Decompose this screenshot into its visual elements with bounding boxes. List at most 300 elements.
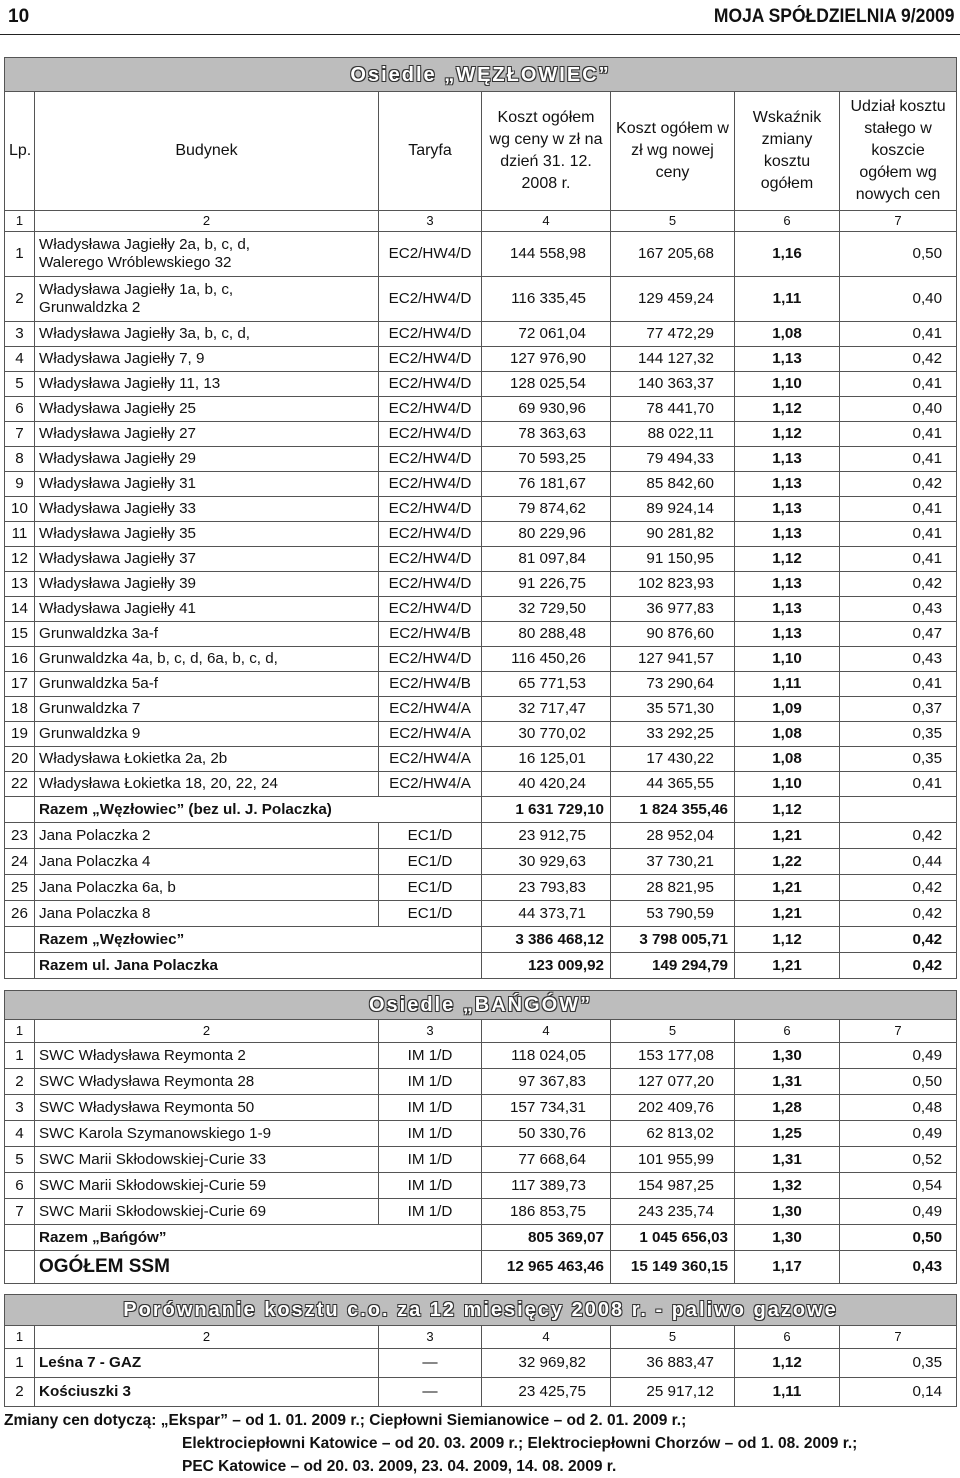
summary-cost-new: 1 824 355,46	[611, 797, 735, 823]
cost-old-cell: 32 969,82	[482, 1349, 611, 1378]
cost-old-cell: 78 363,63	[482, 422, 611, 447]
row-number: 16	[5, 647, 35, 672]
building-line-1: Władysława Jagiełły 1a, b, c,	[39, 281, 234, 298]
cost-new-cell: 202 409,76	[611, 1095, 735, 1121]
cost-old-cell: 128 025,54	[482, 372, 611, 397]
table-row	[5, 397, 957, 422]
cost-old-cell: 23 793,83	[482, 875, 611, 901]
cost-old-cell: 44 373,71	[482, 901, 611, 927]
table-row	[5, 347, 957, 372]
column-number: 4	[482, 1326, 611, 1349]
cost-old-cell: 80 288,48	[482, 622, 611, 647]
tariff-cell: EC1/D	[379, 823, 482, 849]
fixed-share-cell: 0,48	[840, 1095, 957, 1121]
fixed-share-cell: 0,40	[840, 397, 957, 422]
change-index-cell: 1,12	[735, 1349, 840, 1378]
cost-new-cell: 102 823,93	[611, 572, 735, 597]
fixed-share-cell: 0,41	[840, 372, 957, 397]
cost-new-cell: 25 917,12	[611, 1378, 735, 1407]
fixed-share-cell: 0,50	[840, 1069, 957, 1095]
building-line-2: Walerego Wróblewskiego 32	[39, 254, 232, 271]
empty-cell	[5, 797, 35, 823]
change-index-header: Wskaźnik zmiany kosztu ogółem	[735, 92, 840, 211]
row-number: 4	[5, 1121, 35, 1147]
building-cell: SWC Władysława Reymonta 28	[35, 1069, 379, 1095]
summary-cost-old: 12 965 463,46	[482, 1251, 611, 1284]
fixed-share-cell: 0,35	[840, 722, 957, 747]
summary-label: Razem „Bańgów”	[35, 1225, 482, 1251]
column-number: 7	[840, 1020, 957, 1043]
cost-new-cell: 154 987,25	[611, 1173, 735, 1199]
building-cell: SWC Marii Skłodowskiej-Curie 33	[35, 1147, 379, 1173]
change-index-cell: 1,08	[735, 722, 840, 747]
building-cell: Władysława Jagiełły 27	[35, 422, 379, 447]
table-row	[5, 422, 957, 447]
tariff-cell: —	[379, 1349, 482, 1378]
table-row	[5, 823, 957, 849]
summary-label: Razem ul. Jana Polaczka	[35, 953, 482, 979]
summary-change-index: 1,17	[735, 1251, 840, 1284]
change-index-cell: 1,10	[735, 647, 840, 672]
change-index-cell: 1,31	[735, 1147, 840, 1173]
row-number: 24	[5, 849, 35, 875]
tariff-cell: EC2/HW4/A	[379, 772, 482, 797]
table-row	[5, 572, 957, 597]
summary-fixed-share: 0,50	[840, 1225, 957, 1251]
bangow-table	[4, 990, 957, 1284]
summary-fixed-share: 0,43	[840, 1251, 957, 1284]
row-number: 1	[5, 1349, 35, 1378]
fixed-share-cell: 0,42	[840, 823, 957, 849]
table-row	[5, 1043, 957, 1069]
change-index-cell: 1,08	[735, 747, 840, 772]
column-number: 5	[611, 211, 735, 232]
cost-old-cell: 117 389,73	[482, 1173, 611, 1199]
cost-old-cell: 80 229,96	[482, 522, 611, 547]
summary-cost-new: 15 149 360,15	[611, 1251, 735, 1284]
column-number: 2	[35, 1326, 379, 1349]
row-number: 22	[5, 772, 35, 797]
cost-new-cell: 85 842,60	[611, 472, 735, 497]
summary-cost-old: 123 009,92	[482, 953, 611, 979]
cost-old-cell: 127 976,90	[482, 347, 611, 372]
tariff-cell: IM 1/D	[379, 1095, 482, 1121]
building-cell	[35, 277, 379, 322]
change-index-cell: 1,13	[735, 472, 840, 497]
table-row	[5, 647, 957, 672]
section-title-wezlowiec-row	[5, 58, 957, 92]
tariff-cell: EC2/HW4/B	[379, 672, 482, 697]
cost-new-cell: 36 977,83	[611, 597, 735, 622]
tariff-cell: IM 1/D	[379, 1173, 482, 1199]
building-cell: Grunwaldzka 4a, b, c, d, 6a, b, c, d,	[35, 647, 379, 672]
price-change-footnote	[4, 1409, 956, 1478]
cost-new-cell: 167 205,68	[611, 232, 735, 277]
cost-old-cell: 30 929,63	[482, 849, 611, 875]
building-cell: SWC Marii Skłodowskiej-Curie 69	[35, 1199, 379, 1225]
building-cell: Grunwaldzka 7	[35, 697, 379, 722]
fixed-share-cell: 0,41	[840, 322, 957, 347]
magazine-title: MOJA SPÓŁDZIELNIA 9/2009	[713, 6, 954, 27]
summary-label: Razem „Węzłowiec” (bez ul. J. Polaczka)	[35, 797, 482, 823]
building-cell: Kościuszki 3	[35, 1378, 379, 1407]
cost-new-cell: 89 924,14	[611, 497, 735, 522]
fixed-share-cell: 0,41	[840, 447, 957, 472]
column-number: 3	[379, 211, 482, 232]
cost-new-cell: 33 292,25	[611, 722, 735, 747]
cost-old-cell: 157 734,31	[482, 1095, 611, 1121]
tariff-cell: EC2/HW4/D	[379, 497, 482, 522]
row-number: 2	[5, 277, 35, 322]
row-number: 25	[5, 875, 35, 901]
table-row	[5, 522, 957, 547]
summary-label: OGÓŁEM SSM	[35, 1251, 482, 1284]
cost-new-cell: 90 876,60	[611, 622, 735, 647]
row-number: 2	[5, 1378, 35, 1407]
summary-change-index: 1,30	[735, 1225, 840, 1251]
wezlowiec-table	[4, 57, 957, 979]
tariff-header: Taryfa	[379, 92, 482, 211]
row-number: 3	[5, 322, 35, 347]
tariff-cell: EC1/D	[379, 849, 482, 875]
row-number: 7	[5, 1199, 35, 1225]
table-row	[5, 849, 957, 875]
tariff-cell: EC2/HW4/D	[379, 447, 482, 472]
tariff-cell: EC2/HW4/D	[379, 647, 482, 672]
fixed-share-cell: 0,42	[840, 901, 957, 927]
summary-change-index: 1,21	[735, 953, 840, 979]
building-cell: SWC Władysława Reymonta 2	[35, 1043, 379, 1069]
summary-row	[5, 927, 957, 953]
fixed-share-cell: 0,42	[840, 875, 957, 901]
fixed-share-cell: 0,42	[840, 472, 957, 497]
building-cell: Grunwaldzka 3a-f	[35, 622, 379, 647]
summary-change-index: 1,12	[735, 927, 840, 953]
cost-old-header: Koszt ogółem wg ceny w zł na dzień 31. 12. 2008 r.	[482, 92, 611, 211]
column-number: 2	[35, 211, 379, 232]
row-number: 26	[5, 901, 35, 927]
empty-cell	[5, 953, 35, 979]
change-index-cell: 1,25	[735, 1121, 840, 1147]
cost-new-cell: 79 494,33	[611, 447, 735, 472]
building-cell: Władysława Jagiełły 41	[35, 597, 379, 622]
section-title-gas-comparison: Porównanie kosztu c.o. za 12 miesięcy 2008 r. - paliwo gazowe	[5, 1295, 957, 1326]
cost-old-cell: 65 771,53	[482, 672, 611, 697]
table-row	[5, 672, 957, 697]
building-line-1: Władysława Jagiełły 2a, b, c, d,	[39, 236, 251, 253]
fixed-share-header: Udział kosztu stałego w koszcie ogółem wg nowych cen	[840, 92, 957, 211]
change-index-cell: 1,16	[735, 232, 840, 277]
cost-old-cell: 30 770,02	[482, 722, 611, 747]
cost-new-cell: 37 730,21	[611, 849, 735, 875]
building-cell: Grunwaldzka 5a-f	[35, 672, 379, 697]
table-row	[5, 472, 957, 497]
table-row	[5, 447, 957, 472]
summary-cost-new: 3 798 005,71	[611, 927, 735, 953]
row-number: 2	[5, 1069, 35, 1095]
header-rule	[0, 34, 960, 35]
tariff-cell: IM 1/D	[379, 1121, 482, 1147]
summary-fixed-share: 0,42	[840, 953, 957, 979]
table-row	[5, 1199, 957, 1225]
change-index-cell: 1,30	[735, 1199, 840, 1225]
building-cell: Władysława Jagiełły 29	[35, 447, 379, 472]
building-cell: Władysława Jagiełły 7, 9	[35, 347, 379, 372]
table-row	[5, 875, 957, 901]
tariff-cell: EC2/HW4/D	[379, 277, 482, 322]
tariff-cell: EC2/HW4/D	[379, 347, 482, 372]
fixed-share-cell: 0,54	[840, 1173, 957, 1199]
row-number: 17	[5, 672, 35, 697]
cost-old-cell: 16 125,01	[482, 747, 611, 772]
column-number: 4	[482, 1020, 611, 1043]
column-number: 5	[611, 1326, 735, 1349]
cost-old-cell: 32 729,50	[482, 597, 611, 622]
building-cell: Jana Polaczka 8	[35, 901, 379, 927]
row-number: 12	[5, 547, 35, 572]
tariff-cell: EC1/D	[379, 901, 482, 927]
change-index-cell: 1,13	[735, 447, 840, 472]
summary-cost-new: 1 045 656,03	[611, 1225, 735, 1251]
change-index-cell: 1,13	[735, 497, 840, 522]
building-cell: Władysława Jagiełły 25	[35, 397, 379, 422]
table-row	[5, 747, 957, 772]
summary-cost-new: 149 294,79	[611, 953, 735, 979]
column-number-row	[5, 1326, 957, 1349]
summary-fixed-share	[840, 797, 957, 823]
summary-cost-old: 3 386 468,12	[482, 927, 611, 953]
row-number: 19	[5, 722, 35, 747]
building-line-2: Grunwaldzka 2	[39, 299, 141, 316]
tariff-cell: EC2/HW4/B	[379, 622, 482, 647]
column-number-row	[5, 1020, 957, 1043]
fixed-share-cell: 0,41	[840, 547, 957, 572]
change-index-cell: 1,13	[735, 597, 840, 622]
change-index-cell: 1,13	[735, 522, 840, 547]
building-cell: Władysława Łokietka 2a, 2b	[35, 747, 379, 772]
tariff-cell: IM 1/D	[379, 1069, 482, 1095]
table-row	[5, 622, 957, 647]
row-number: 4	[5, 347, 35, 372]
change-index-cell: 1,12	[735, 397, 840, 422]
summary-cost-old: 1 631 729,10	[482, 797, 611, 823]
table-row	[5, 232, 957, 277]
fixed-share-cell: 0,49	[840, 1199, 957, 1225]
column-number: 4	[482, 211, 611, 232]
table-row	[5, 1095, 957, 1121]
row-number: 13	[5, 572, 35, 597]
table-row	[5, 547, 957, 572]
tariff-cell: EC2/HW4/D	[379, 572, 482, 597]
cost-new-cell: 101 955,99	[611, 1147, 735, 1173]
cost-new-cell: 44 365,55	[611, 772, 735, 797]
cost-new-cell: 91 150,95	[611, 547, 735, 572]
cost-new-cell: 129 459,24	[611, 277, 735, 322]
fixed-share-cell: 0,41	[840, 772, 957, 797]
fixed-share-cell: 0,50	[840, 232, 957, 277]
tariff-cell: IM 1/D	[379, 1199, 482, 1225]
table-row	[5, 372, 957, 397]
table-row	[5, 1378, 957, 1407]
table-row	[5, 901, 957, 927]
tariff-cell: EC2/HW4/D	[379, 397, 482, 422]
row-number: 15	[5, 622, 35, 647]
row-number: 1	[5, 232, 35, 277]
fixed-share-cell: 0,43	[840, 597, 957, 622]
column-number: 3	[379, 1020, 482, 1043]
cost-new-cell: 36 883,47	[611, 1349, 735, 1378]
footnote-line-3: PEC Katowice – od 20. 03. 2009, 23. 04. 2009, 14. 08. 2009 r.	[182, 1458, 617, 1475]
column-number: 3	[379, 1326, 482, 1349]
fixed-share-cell: 0,40	[840, 277, 957, 322]
cost-new-cell: 127 077,20	[611, 1069, 735, 1095]
building-cell: Jana Polaczka 6a, b	[35, 875, 379, 901]
cost-old-cell: 23 912,75	[482, 823, 611, 849]
tariff-cell: EC2/HW4/D	[379, 232, 482, 277]
tariff-cell: EC2/HW4/A	[379, 697, 482, 722]
cost-new-cell: 73 290,64	[611, 672, 735, 697]
summary-row	[5, 1225, 957, 1251]
row-number: 10	[5, 497, 35, 522]
table-row	[5, 1173, 957, 1199]
cost-new-header: Koszt ogółem w zł wg nowej ceny	[611, 92, 735, 211]
fixed-share-cell: 0,41	[840, 497, 957, 522]
section-title-gas-comparison-row	[5, 1295, 957, 1326]
building-cell: Władysława Jagiełły 35	[35, 522, 379, 547]
change-index-cell: 1,08	[735, 322, 840, 347]
building-cell: Grunwaldzka 9	[35, 722, 379, 747]
section-title-bangow-row	[5, 991, 957, 1020]
cost-old-cell: 72 061,04	[482, 322, 611, 347]
column-number: 7	[840, 211, 957, 232]
cost-new-cell: 78 441,70	[611, 397, 735, 422]
change-index-cell: 1,21	[735, 875, 840, 901]
tariff-cell: EC1/D	[379, 875, 482, 901]
table-row	[5, 497, 957, 522]
cost-new-cell: 140 363,37	[611, 372, 735, 397]
change-index-cell: 1,09	[735, 697, 840, 722]
cost-old-cell: 70 593,25	[482, 447, 611, 472]
cost-old-cell: 77 668,64	[482, 1147, 611, 1173]
summary-row	[5, 797, 957, 823]
row-number: 23	[5, 823, 35, 849]
fixed-share-cell: 0,42	[840, 347, 957, 372]
change-index-cell: 1,31	[735, 1069, 840, 1095]
table-row	[5, 1349, 957, 1378]
cost-old-cell: 23 425,75	[482, 1378, 611, 1407]
cost-old-cell: 69 930,96	[482, 397, 611, 422]
change-index-cell: 1,13	[735, 347, 840, 372]
cost-old-cell: 144 558,98	[482, 232, 611, 277]
change-index-cell: 1,12	[735, 422, 840, 447]
fixed-share-cell: 0,44	[840, 849, 957, 875]
change-index-cell: 1,22	[735, 849, 840, 875]
cost-old-cell: 91 226,75	[482, 572, 611, 597]
cost-new-cell: 127 941,57	[611, 647, 735, 672]
cost-old-cell: 32 717,47	[482, 697, 611, 722]
column-number: 1	[5, 211, 35, 232]
table-row	[5, 722, 957, 747]
fixed-share-cell: 0,37	[840, 697, 957, 722]
fixed-share-cell: 0,41	[840, 422, 957, 447]
cost-new-cell: 62 813,02	[611, 1121, 735, 1147]
row-number: 14	[5, 597, 35, 622]
building-cell: SWC Karola Szymanowskiego 1-9	[35, 1121, 379, 1147]
table-row	[5, 1069, 957, 1095]
building-cell: Władysława Jagiełły 33	[35, 497, 379, 522]
tariff-cell: EC2/HW4/D	[379, 322, 482, 347]
building-cell: SWC Marii Skłodowskiej-Curie 59	[35, 1173, 379, 1199]
cost-new-cell: 243 235,74	[611, 1199, 735, 1225]
change-index-cell: 1,11	[735, 1378, 840, 1407]
summary-row	[5, 953, 957, 979]
table-row	[5, 1147, 957, 1173]
building-cell: Władysława Jagiełły 11, 13	[35, 372, 379, 397]
cost-new-cell: 17 430,22	[611, 747, 735, 772]
table-row	[5, 1121, 957, 1147]
column-number-row	[5, 211, 957, 232]
cost-old-cell: 76 181,67	[482, 472, 611, 497]
row-number: 6	[5, 397, 35, 422]
change-index-cell: 1,21	[735, 823, 840, 849]
building-cell: Władysława Łokietka 18, 20, 22, 24	[35, 772, 379, 797]
cost-old-cell: 116 450,26	[482, 647, 611, 672]
cost-new-cell: 144 127,32	[611, 347, 735, 372]
building-cell: Władysława Jagiełły 31	[35, 472, 379, 497]
column-header-row	[5, 92, 957, 211]
column-number: 5	[611, 1020, 735, 1043]
cost-new-cell: 35 571,30	[611, 697, 735, 722]
cost-old-cell: 81 097,84	[482, 547, 611, 572]
cost-old-cell: 40 420,24	[482, 772, 611, 797]
cost-new-cell: 153 177,08	[611, 1043, 735, 1069]
cost-new-cell: 28 952,04	[611, 823, 735, 849]
fixed-share-cell: 0,43	[840, 647, 957, 672]
cost-new-cell: 88 022,11	[611, 422, 735, 447]
cost-old-cell: 97 367,83	[482, 1069, 611, 1095]
cost-new-cell: 53 790,59	[611, 901, 735, 927]
page-number: 10	[8, 6, 30, 27]
cost-old-cell: 79 874,62	[482, 497, 611, 522]
table-row	[5, 597, 957, 622]
summary-cost-old: 805 369,07	[482, 1225, 611, 1251]
tariff-cell: EC2/HW4/A	[379, 747, 482, 772]
row-number: 6	[5, 1173, 35, 1199]
change-index-cell: 1,28	[735, 1095, 840, 1121]
cost-old-cell: 116 335,45	[482, 277, 611, 322]
building-cell: Jana Polaczka 2	[35, 823, 379, 849]
row-number: 18	[5, 697, 35, 722]
tariff-cell: EC2/HW4/D	[379, 422, 482, 447]
lp-header: Lp.	[5, 92, 35, 211]
tariff-cell: EC2/HW4/D	[379, 472, 482, 497]
change-index-cell: 1,11	[735, 672, 840, 697]
empty-cell	[5, 1225, 35, 1251]
summary-change-index: 1,12	[735, 797, 840, 823]
row-number: 11	[5, 522, 35, 547]
building-cell	[35, 232, 379, 277]
section-title-wezlowiec: Osiedle „WĘZŁOWIEC”	[5, 58, 957, 92]
column-number: 1	[5, 1326, 35, 1349]
fixed-share-cell: 0,41	[840, 522, 957, 547]
row-number: 5	[5, 372, 35, 397]
tariff-cell: EC2/HW4/D	[379, 522, 482, 547]
row-number: 8	[5, 447, 35, 472]
change-index-cell: 1,11	[735, 277, 840, 322]
fixed-share-cell: 0,49	[840, 1043, 957, 1069]
building-cell: Władysława Jagiełły 37	[35, 547, 379, 572]
table-row	[5, 322, 957, 347]
